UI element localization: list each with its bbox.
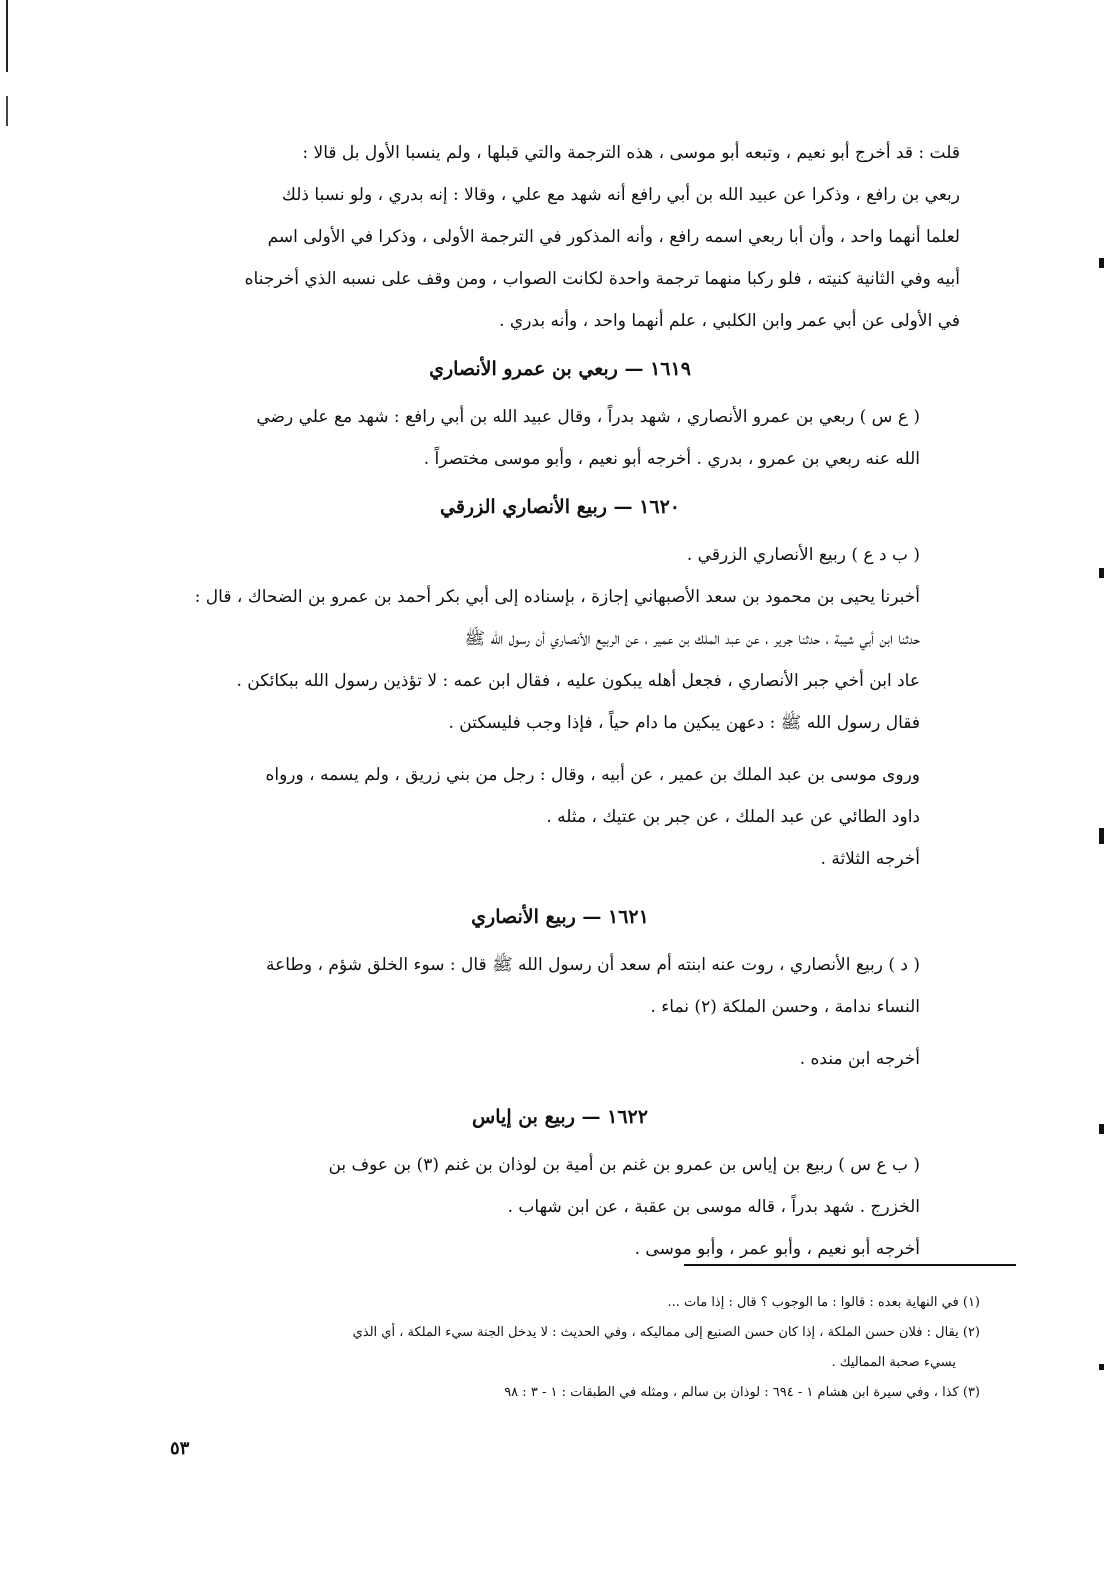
text-line: أخرجه الثلاثة .	[820, 849, 920, 869]
text-line: ( ب د ع ) ربيع الأنصاري الزرقي .	[686, 545, 920, 565]
text-line: أخبرنا يحيى بن محمود بن سعد الأصبهاني إجازة ، بإسناده إلى أبي بكر أحمد بن عمرو بن الضحاك ، قال :	[194, 587, 920, 607]
text-line: ربعي بن رافع ، وذكرا عن عبيد الله بن أبي رافع أنه شهد مع علي ، وقالا : إنه بدري ، ولو نسبا ذلك	[281, 185, 960, 205]
scan-margin-mark	[1099, 568, 1104, 578]
entry-title: ١٦٢١ — ربيع الأنصاري	[471, 906, 649, 928]
scan-margin-mark	[1099, 1124, 1104, 1134]
entry-paragraph	[160, 576, 960, 744]
text-line: فقال رسول الله ﷺ : دعهن يبكين ما دام حياً ، فإذا وجب فليسكتن .	[448, 713, 920, 733]
text-line: داود الطائي عن عبد الملك ، عن جبر بن عتيك ، مثله .	[546, 807, 920, 827]
footnote	[160, 1378, 980, 1408]
intro-paragraph	[160, 132, 960, 342]
page-number: ٥٣	[170, 1438, 190, 1459]
footnote	[160, 1288, 980, 1318]
entry-paragraph	[160, 838, 960, 880]
text-line: وروى موسى بن عبد الملك بن عمير ، عن أبيه ، وقال : رجل من بني زريق ، ولم يسمه ، ورواه	[265, 765, 920, 785]
footnote-divider	[684, 1264, 1016, 1266]
entry-paragraph	[160, 944, 960, 1028]
text-line: الخزرج . شهد بدراً ، قاله موسى بن عقبة ، عن ابن شهاب .	[507, 1197, 920, 1217]
text-line: أبيه وفي الثانية كنيته ، فلو ركبا منهما ترجمة واحدة لكانت الصواب ، ومن وقف على نسبه الذي أخرجناه	[244, 269, 960, 289]
text-line: في الأولى عن أبي عمر وابن الكلبي ، علم أنهما واحد ، وأنه بدري .	[499, 311, 960, 331]
text-line: لعلما أنهما واحد ، وأن أبا ربعي اسمه رافع ، وأنه المذكور في الترجمة الأولى ، وذكرا في الأولى اسم	[267, 227, 960, 247]
scan-edge-line	[6, 96, 8, 126]
footnote-line: (٢) يقال : فلان حسن الملكة ، إذا كان حسن الصنيع إلى مماليكه ، وفي الحديث : لا يدخل الجنة سيء الملكة ، أي الذي	[352, 1325, 980, 1340]
entry-paragraph	[160, 396, 960, 480]
text-line: ( ب ع س ) ربيع بن إياس بن عمرو بن غنم بن أمية بن لوذان بن غنم (٣) بن عوف بن	[328, 1155, 920, 1175]
text-line: الله عنه ربعي بن عمرو ، بدري . أخرجه أبو نعيم ، وأبو موسى مختصراً .	[423, 449, 920, 469]
entry-paragraph	[160, 534, 960, 576]
text-line: عاد ابن أخي جبر الأنصاري ، فجعل أهله يبكون عليه ، فقال ابن عمه : لا تؤذين رسول الله ببكائكن .	[236, 671, 920, 691]
entry-paragraph	[160, 754, 960, 838]
text-line: حدثنا ابن أبي شيبة ، حدثنا جرير ، عن عبد الملك بن عمير ، عن الربيع الأنصاري أن رسول الله ﷺ	[464, 629, 920, 649]
footnote-line: (٣) كذا ، وفي سيرة ابن هشام ١ - ٦٩٤ : لوذان بن سالم ، ومثله في الطبقات : ١ - ٣ : ٩٨	[504, 1385, 980, 1400]
scan-edge-line	[6, 0, 8, 72]
entry-title: ١٦٢٢ — ربيع بن إياس	[472, 1106, 648, 1128]
text-line: ( ع س ) ربعي بن عمرو الأنصاري ، شهد بدراً ، وقال عبيد الله بن أبي رافع : شهد مع علي رضي	[256, 407, 920, 427]
text-line: أخرجه ابن منده .	[799, 1049, 920, 1069]
footnotes	[160, 1288, 980, 1408]
entry-title: ١٦٢٠ — ربيع الأنصاري الزرقي	[440, 496, 680, 518]
text-line: ( د ) ربيع الأنصاري ، روت عنه ابنته أم سعد أن رسول الله ﷺ قال : سوء الخلق شؤم ، وطاعة	[265, 955, 920, 975]
entry-paragraph	[160, 1038, 960, 1080]
footnote-line: يسيء صحبة المماليك .	[831, 1355, 956, 1370]
text-line: قلت : قد أخرج أبو نعيم ، وتبعه أبو موسى ، هذه الترجمة والتي قبلها ، ولم ينسبا الأول بل قالا :	[302, 143, 960, 163]
main-text	[160, 132, 960, 1270]
text-line: النساء ندامة ، وحسن الملكة (٢) نماء .	[650, 997, 920, 1017]
text-line: أخرجه أبو نعيم ، وأبو عمر ، وأبو موسى .	[634, 1239, 920, 1259]
scan-margin-mark	[1099, 1364, 1104, 1370]
scan-margin-mark	[1099, 828, 1104, 844]
entry-paragraph	[160, 1144, 960, 1228]
footnote-line: (١) في النهاية بعده : قالوا : ما الوجوب ؟ قال : إذا مات ...	[667, 1295, 980, 1310]
scan-margin-mark	[1099, 258, 1104, 268]
footnote	[160, 1318, 980, 1378]
entry-title: ١٦١٩ — ربعي بن عمرو الأنصاري	[429, 358, 691, 380]
